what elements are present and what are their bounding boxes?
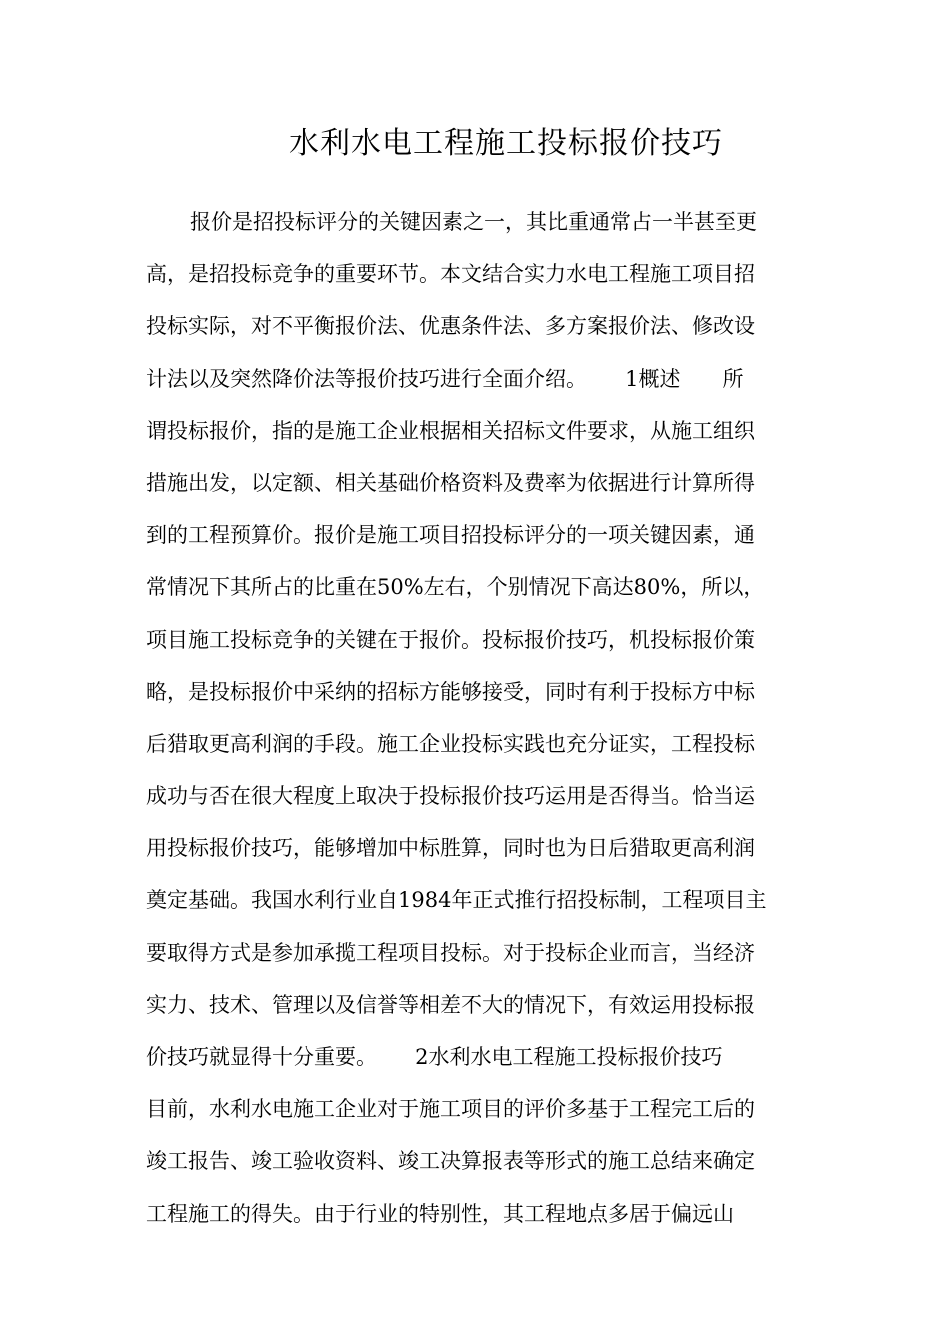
body-line: 奠定基础。我国水利行业自1984年正式推行招投标制，工程项目主 — [146, 888, 767, 913]
document-title: 水利水电工程施工投标报价技巧 — [289, 126, 723, 161]
body-line: 价技巧就显得十分重要。 2水利水电工程施工投标报价技巧 — [146, 1045, 723, 1069]
body-line: 目前，水利水电施工企业对于施工项目的评价多基于工程完工后的 — [146, 1097, 755, 1122]
body-line: 高，是招投标竞争的重要环节。本文结合实力水电工程施工项目招 — [146, 262, 755, 287]
body-line: 实力、技术、管理以及信誉等相差不大的情况下，有效运用投标报 — [146, 992, 755, 1017]
body-line: 到的工程预算价。报价是施工项目招投标评分的一项关键因素，通 — [146, 523, 755, 548]
body-line: 用投标报价技巧，能够增加中标胜算，同时也为日后猎取更高利润 — [146, 836, 755, 861]
body-line: 计法以及突然降价法等报价技巧进行全面介绍。 1概述 所 — [146, 366, 744, 391]
body-line: 后猎取更高利润的手段。施工企业投标实践也充分证实，工程投标 — [146, 731, 755, 756]
document-body — [146, 196, 826, 1240]
body-line: 报价是招投标评分的关键因素之一，其比重通常占一半甚至更 — [190, 210, 757, 234]
body-line: 要取得方式是参加承揽工程项目投标。对于投标企业而言，当经济 — [146, 940, 755, 965]
body-line: 措施出发，以定额、相关基础价格资料及费率为依据进行计算所得 — [146, 470, 755, 495]
body-line: 常情况下其所占的比重在50%左右，个别情况下高达80%，所以， — [146, 575, 765, 600]
body-line: 成功与否在很大程度上取决于投标报价技巧运用是否得当。恰当运 — [146, 784, 755, 809]
body-line: 谓投标报价，指的是施工企业根据相关招标文件要求，从施工组织 — [146, 418, 755, 443]
body-line: 略，是投标报价中采纳的招标方能够接受，同时有利于投标方中标 — [146, 679, 755, 704]
body-line: 竣工报告、竣工验收资料、竣工决算报表等形式的施工总结来确定 — [146, 1149, 755, 1174]
body-line: 项目施工投标竞争的关键在于报价。投标报价技巧，机投标报价策 — [146, 627, 755, 652]
body-line: 投标实际，对不平衡报价法、优惠条件法、多方案报价法、修改设 — [146, 314, 755, 339]
body-line: 工程施工的得失。由于行业的特别性，其工程地点多居于偏远山 — [146, 1201, 734, 1226]
